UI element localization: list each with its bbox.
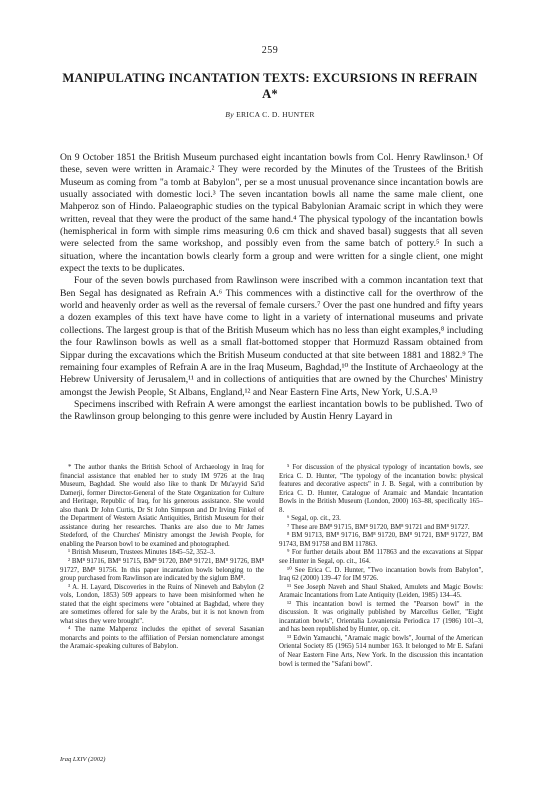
footnote: ⁸ BM 91713, BM⁸ 91716, BM⁸ 91720, BM⁸ 91721, BM⁸ 91727, BM 91743, BM 91758 and BM 117863. [279, 532, 483, 548]
body-paragraph: On 9 October 1851 the British Museum purchased eight incantation bowls from Col. Henry Rawlinson.¹ Of these, seven were written in Aramaic.² They were recorded by the Minutes of the Trustees of the British Museum as coming from "a tomb at Babylon", per se a most unusual provenance since incantation bowls are usually associated with domestic loci.³ The seven incantation bowls all name the same male client, one Mahperoz son of Hindo. Palaeographic studies on the typical Babylonian Aramaic script in which they were written, reveal that they were the product of the same hand.⁴ The physical typology of the incantation bowls (hemispherical in form with simple rims measuring 0.6 cm thick and shaved basal) suggests that all seven were selected from the same workshop, and possibly even from the same batch of pottery.⁵ In such a situation, where the incantation bowls clearly form a group and were written for a single client, one might expect the texts to be duplicates. [60, 152, 483, 275]
footnote: ⁴ The name Mahperoz includes the epithet of several Sasanian monarchs and points to the affiliation of Persian nomenclature amongst the Aramaic-speaking cultures of Babylon. [60, 626, 264, 651]
footnote: ⁵ For discussion of the physical typology of incantation bowls, see Erica C. D. Hunter, "The typology of the incantation bowls: physical features and decorative aspects" in J. B. Segal, with a contribution by Erica C. D. Hunter, Catalogue of Aramaic and Mandaic Incantation Bowls in the British Museum (London, 2000) 163–88, specifically 165–8. [279, 464, 483, 514]
footnote: ³ A. H. Layard, Discoveries in the Ruins of Nineveh and Babylon (2 vols, London, 1853) 509 appears to have been misinformed when he stated that the eight specimens were "obtained at Baghdad, where they are sometimes offered for sale by the Arabs, but it is not known from what sites they were brought". [60, 583, 264, 625]
footnote: ¹¹ See Joseph Naveh and Shaul Shaked, Amulets and Magic Bowls: Aramaic Incantations from Late Antiquity (Leiden, 1985) 134–45. [279, 583, 483, 600]
author-line [0, 110, 540, 119]
footnote: ¹² This incantation bowl is termed the "Pearson bowl" in the discussion. It was originally published by Marcellus Geller, "Eight incantation bowls", Orientalia Lovaniensia Periodica 17 (1986) 101–3, and has been republished by Hunter, op. cit. [279, 600, 483, 634]
footnotes-left-column [60, 464, 264, 669]
author-by: By [225, 110, 234, 119]
page-number: 259 [261, 45, 279, 56]
footnote: ¹³ Edwin Yamauchi, "Aramaic magic bowls", Journal of the American Oriental Society 85 (1965) 514 number 163. It belonged to Mr E. Safani of Near Eastern Fine Arts, New York. In the discussion this incantation bowl is termed the "Safani bowl". [279, 634, 483, 668]
footnote: ¹⁰ See Erica C. D. Hunter, "Two incantation bowls from Babylon", Iraq 62 (2000) 139–47 for IM 9726. [279, 566, 483, 583]
body-paragraph: Specimens inscribed with Refrain A were amongst the earliest incantation bowls to be published. Two of the Rawlinson group belonging to this genre were included by Austin Henry Layard in [60, 398, 483, 423]
footnote: ⁷ These are BM⁸ 91715, BM⁸ 91720, BM⁸ 91721 and BM⁸ 91727. [287, 523, 470, 531]
footnote: ² BM⁸ 91716, BM⁸ 91715, BM⁸ 91720, BM⁸ 91721, BM⁸ 91726, BM⁸ 91727, BM⁸ 91756. In this paper incantation bowls belonging to the group purchased from Rawlinson are indicated by the siglum BM⁸. [60, 558, 264, 583]
journal-footer: Iraq LXIV (2002) [60, 756, 106, 763]
author-name: ERICA C. D. HUNTER [236, 110, 315, 119]
article-title: MANIPULATING INCANTATION TEXTS: EXCURSIONS IN REFRAIN A* [62, 71, 478, 101]
footnotes [60, 464, 483, 669]
footnote: * The author thanks the British School of Archaeology in Iraq for financial assistance that enabled her to study IM 9726 at the Iraq Museum, Baghdad. She would also like to thank Dr Mu'ayyid Sa'id Damerji, former Director-General of the State Organization for Culture and Heritage, Republic of Iraq, for his generous assistance. She would also thank Dr John Curtis, Dr St John Simpson and Dr Irving Finkel of the Department of Western Asiatic Antiquities, British Museum for their assistance during her researches. Thanks are also due to Mr James Stedeford, of the Churches' Ministry amongst the Jewish People, for enabling the Pearson bowl to be examined and photographed. [60, 464, 264, 548]
body-text [60, 152, 483, 424]
footnote: ⁶ Segal, op. cit., 23. [287, 515, 341, 523]
footnote: ¹ British Museum, Trustees Minutes 1845–52, 352–3. [68, 549, 216, 557]
footnotes-right-column [279, 464, 483, 669]
footnote: ⁹ For further details about BM 117863 and the excavations at Sippar see Hunter in Segal, op. cit., 164. [279, 549, 483, 566]
body-paragraph: Four of the seven bowls purchased from Rawlinson were inscribed with a common incantation text that Ben Segal has designated as Refrain A.⁶ This commences with a distinctive call for the overthrow of the world and heavenly order as well as the reversal of female cursers.⁷ Over the past one hundred and fifty years a dozen examples of this text have have come to light in a variety of international museums and private collections. The largest group is that of the British Museum which has no less than eight examples,⁸ including the four Rawlinson bowls as well as a small flat-bottomed stopper that Hormuzd Rassam obtained from Sippar during the excavations which the British Museum conducted at that site between 1881 and 1882.⁹ The remaining four examples of Refrain A are in the Iraq Museum, Baghdad,¹⁰ the Institute of Archaeology at the Hebrew University of Jerusalem,¹¹ and in collections of antiquities that are owned by the Churches' Ministry amongst the Jewish People, St Albans, England,¹² and Near Eastern Fine Arts, New York, U.S.A.¹³ [60, 275, 483, 398]
